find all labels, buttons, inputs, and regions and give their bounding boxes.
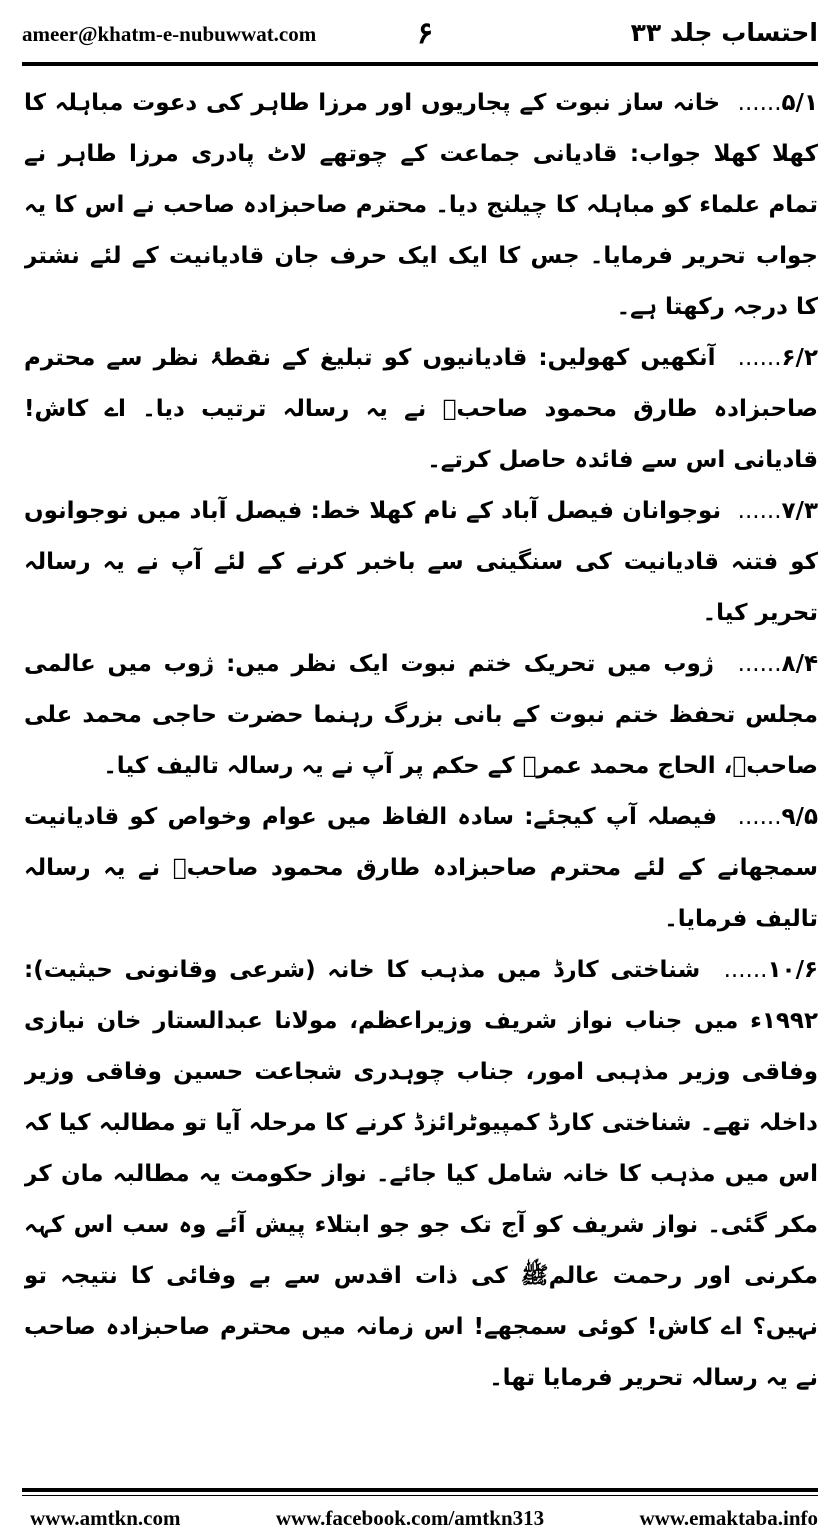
footer-facebook-link[interactable]: www.facebook.com/amtkn313 bbox=[275, 1505, 545, 1530]
list-item bbox=[24, 639, 818, 792]
footer-rule-thin bbox=[22, 1495, 818, 1496]
item-text: فیصلہ آپ کیجئے: سادہ الفاظ میں عوام وخواص کو قادیانیت سمجھانے کے لئے محترم صاحبزادہ طارق محمود صاحبؒ نے یہ رسالہ تالیف فرمایا۔ bbox=[24, 804, 818, 932]
item-text: آنکھیں کھولیں: قادیانیوں کو تبلیغ کے نقطۂ نظر سے محترم صاحبزادہ طارق محمود صاحبؒ نے یہ رسالہ ترتیب دیا۔ اے کاش! قادیانی اس سے فائدہ حاصل کرتے۔ bbox=[24, 345, 818, 473]
footer-emaktaba-link[interactable]: www.emaktaba.info bbox=[639, 1505, 818, 1530]
item-text: نوجوانان فیصل آباد کے نام کھلا خط: فیصل آباد میں نوجوانوں کو فتنہ قادیانیت کی سنگینی سے باخبر کرنے کے لئے آپ نے یہ رسالہ تحریر کیا۔ bbox=[24, 498, 818, 626]
header-email: ameer@khatm-e-nubuwwat.com bbox=[22, 22, 317, 46]
item-text: خانہ ساز نبوت کے پجاریوں اور مرزا طاہر کی دعوت مباہلہ کا کھلا کھلا جواب: قادیانی جماعت کے چوتھے لاٹ پادری مرزا طاہر نے تمام علماء کو مباہلہ کا چیلنج دیا۔ محترم صاحبزادہ صاحب نے اس کا یہ جواب تحریر فرمایا۔ جس کا ایک ایک حرف جان قادیانیت کے لئے نشتر کا درجہ رکھتا ہے۔ bbox=[24, 90, 818, 320]
list-item bbox=[24, 486, 818, 639]
page-header bbox=[22, 16, 818, 56]
item-dots: ...... bbox=[723, 957, 768, 983]
item-number: ۱۰/۶ bbox=[767, 957, 818, 983]
item-dots: ...... bbox=[737, 651, 782, 677]
page-content bbox=[24, 78, 818, 1470]
item-dots: ...... bbox=[737, 345, 782, 371]
list-item bbox=[24, 945, 818, 1404]
item-number: ۷/۳ bbox=[781, 498, 818, 524]
item-number: ۵/۱ bbox=[781, 90, 818, 116]
list-item bbox=[24, 78, 818, 333]
book-title: احتساب جلد ۳۳ bbox=[630, 18, 818, 47]
list-item bbox=[24, 792, 818, 945]
item-dots: ...... bbox=[737, 804, 782, 830]
item-number: ۹/۵ bbox=[781, 804, 818, 830]
item-number: ۸/۴ bbox=[781, 651, 818, 677]
item-number: ۶/۲ bbox=[781, 345, 818, 371]
item-dots: ...... bbox=[737, 90, 782, 116]
item-text: ژوب میں تحریک ختم نبوت ایک نظر میں: ژوب میں عالمی مجلس تحفظ ختم نبوت کے بانی بزرگ رہنما حضرت حاجی محمد علی صاحبؒ، الحاج محمد عمرؒ کے حکم پر آپ نے یہ رسالہ تالیف کیا۔ bbox=[24, 651, 818, 779]
item-dots: ...... bbox=[737, 498, 782, 524]
page-number: ۶ bbox=[417, 17, 434, 50]
header-rule bbox=[22, 62, 818, 66]
footer-rule bbox=[22, 1488, 818, 1492]
page-footer bbox=[30, 1500, 818, 1536]
footer-site-link[interactable]: www.amtkn.com bbox=[30, 1505, 181, 1530]
list-item bbox=[24, 333, 818, 486]
item-text: شناختی کارڈ میں مذہب کا خانہ (شرعی وقانونی حیثیت): ۱۹۹۲ء میں جناب نواز شریف وزیراعظم، مولانا عبدالستار خان نیازی وفاقی وزیر مذہبی امور، جناب چوہدری شجاعت حسین وفاقی وزیر داخلہ تھے۔ شناختی کارڈ کمپیوٹرائزڈ کرنے کا مرحلہ آیا تو مطالبہ کیا کہ اس میں مذہب کا خانہ شامل کیا جائے۔ نواز حکومت یہ مطالبہ مان کر مکر گئی۔ نواز شریف کو آج تک جو جو ابتلاء پیش آئے وہ سب اس کہہ مکرنی اور رحمت عالمﷺ کی ذات اقدس سے بے وفائی کا نتیجہ تو نہیں؟ اے کاش! کوئی سمجھے! اس زمانہ میں محترم صاحبزادہ صاحب نے یہ رسالہ تحریر فرمایا تھا۔ bbox=[24, 957, 818, 1391]
